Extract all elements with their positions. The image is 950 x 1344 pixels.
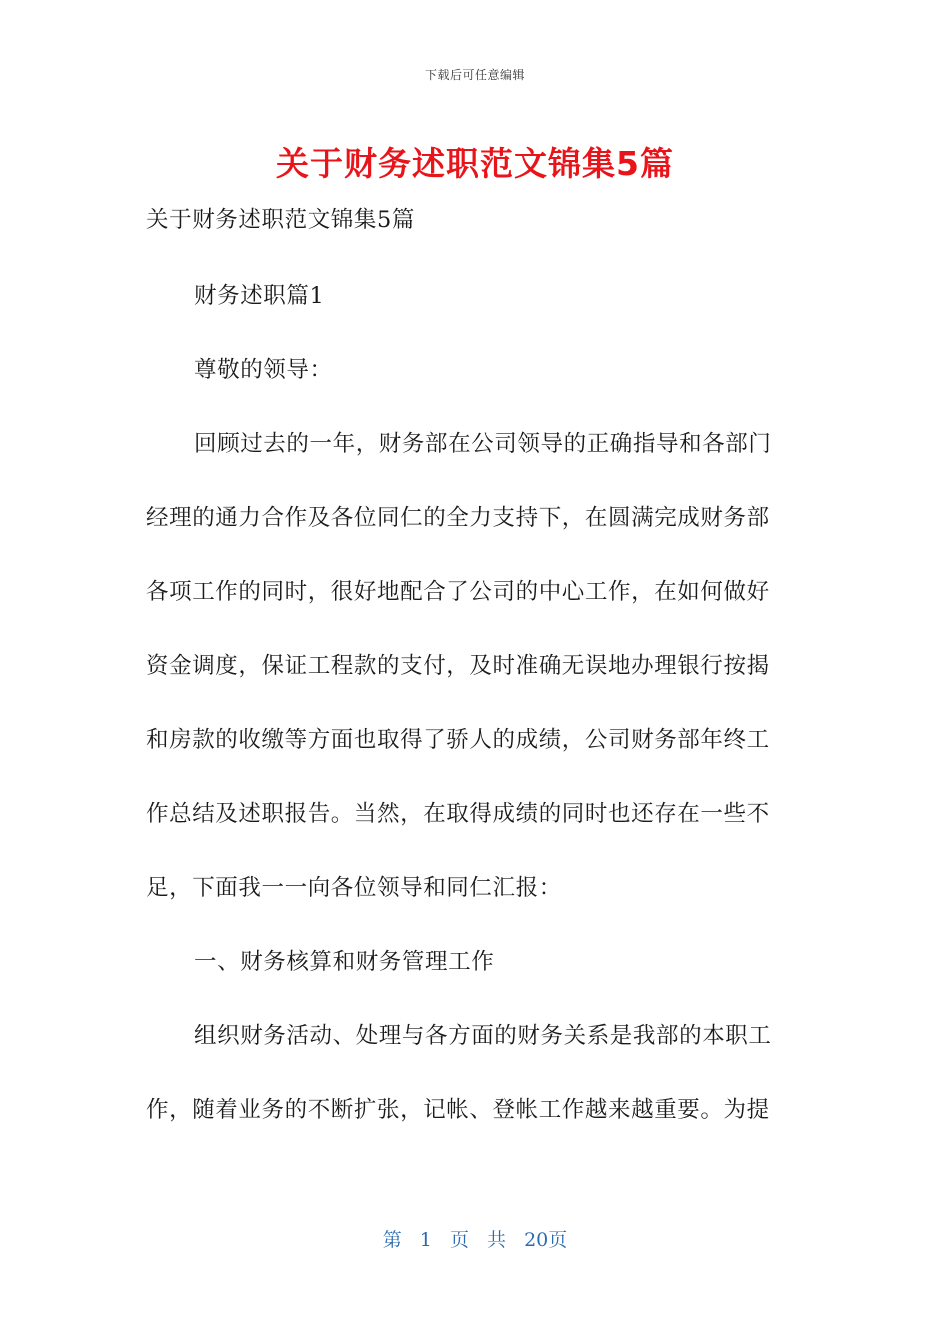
body-line: 足，下面我一一向各位领导和同仁汇报：	[146, 875, 562, 901]
body-line: 和房款的收缴等方面也取得了骄人的成绩，公司财务部年终工	[146, 727, 770, 753]
body-line: 作总结及述职报告。当然，在取得成绩的同时也还存在一些不	[146, 801, 770, 827]
document-body	[146, 196, 792, 1160]
body-line: 资金调度，保证工程款的支付，及时准确无误地办理银行按揭	[146, 653, 770, 679]
body-line: 各项工作的同时，很好地配合了公司的中心工作，在如何做好	[146, 579, 770, 605]
page-label-prefix: 第	[382, 1229, 402, 1251]
page-label-mid: 页	[449, 1229, 469, 1251]
body-line: 组织财务活动、处理与各方面的财务关系是我部的本职工	[194, 1023, 772, 1049]
section-heading: 一、财务核算和财务管理工作	[194, 949, 495, 975]
body-line: 作，随着业务的不断扩张，记帐、登帐工作越来越重要。为提	[146, 1097, 770, 1123]
body-line: 尊敬的领导：	[194, 357, 333, 383]
total-label: 共	[487, 1229, 507, 1251]
header-note: 下载后可任意编辑	[424, 68, 525, 82]
body-line: 回顾过去的一年，财务部在公司领导的正确指导和各部门	[194, 431, 772, 457]
body-line: 财务述职篇1	[194, 283, 325, 309]
page-footer	[0, 1225, 950, 1252]
total-pages: 20页	[524, 1229, 568, 1251]
document-title: 关于财务述职范文锦集5篇	[276, 144, 674, 183]
current-page-number: 1	[419, 1229, 432, 1251]
body-line: 关于财务述职范文锦集5篇	[146, 207, 416, 233]
body-line: 经理的通力合作及各位同仁的全力支持下，在圆满完成财务部	[146, 505, 770, 531]
